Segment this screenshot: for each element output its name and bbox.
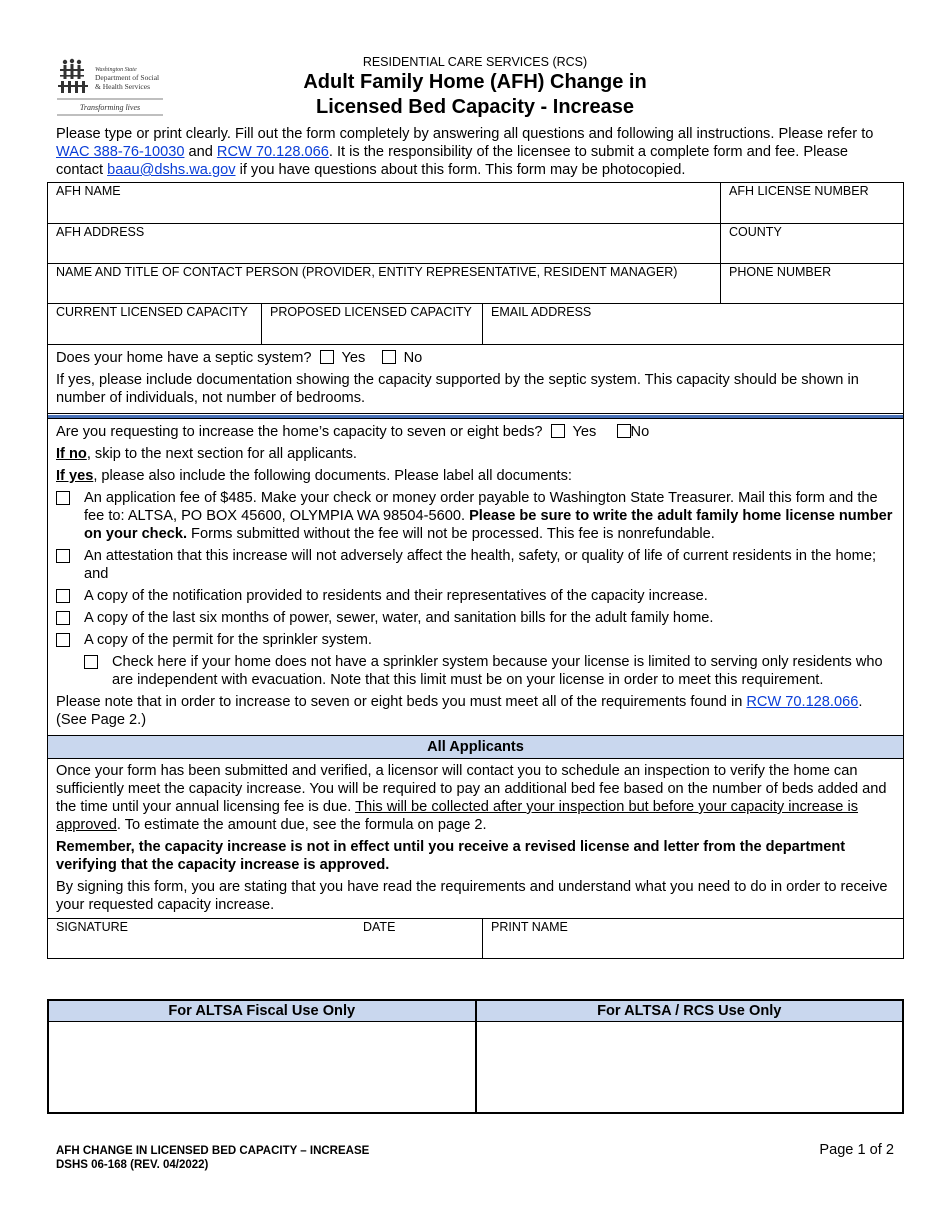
intro-text: and [184,144,217,160]
inspection-paragraph [56,762,895,834]
svg-text:& Health Services: & Health Services [95,82,150,91]
requirements-note [56,693,895,729]
increase-question: Are you requesting to increase the home’s capacity to seven or eight beds? [56,424,543,440]
intro-text: . It is the responsibility of the licensee to submit a complete form and fee. Please contact [56,144,849,178]
footer-form-id [56,1144,369,1172]
septic-question-line [56,349,895,367]
afh-address-label: AFH ADDRESS [56,225,145,239]
septic-question: Does your home have a septic system? [56,350,312,366]
print-name-field[interactable] [483,919,903,958]
row-afh-address [48,224,903,264]
afh-license-field[interactable] [721,183,903,223]
wac-link[interactable]: WAC 388-76-10030 [56,144,185,160]
increase-section [48,419,903,735]
signing-paragraph: By signing this form, you are stating that you have read the requirements and understand what you need to do in order to receive your requested capacity increase. [56,879,888,913]
rcs-use-area [477,1022,903,1112]
signature-label: SIGNATURE [56,920,128,934]
afh-name-field[interactable] [48,183,721,223]
bills-checkbox[interactable] [56,611,70,625]
septic-yes-checkbox[interactable] [320,350,334,364]
svg-text:Department of Social: Department of Social [95,73,160,82]
proposed-capacity-field[interactable] [262,304,483,344]
svg-text:Washington State: Washington State [95,67,137,73]
print-name-label: PRINT NAME [491,920,568,934]
page-number: Page 1 of 2 [819,1142,894,1158]
inspection-text-b: . To estimate the amount due, see the formula on page 2. [116,817,487,833]
signature-field[interactable] [48,919,483,958]
no-sprinkler-text: Check here if your home does not have a sprinkler system because your license is limited to serving only residents who are independent with evacuation. Note that this limit must be on your license in order to meet this requirement. [112,654,883,688]
application-form [47,182,904,959]
contact-field[interactable] [48,264,721,303]
fee-text-c: Forms submitted without the fee will not be processed. This fee is nonrefundable. [187,526,715,542]
increase-question-line [56,423,895,441]
if-no-text: , skip to the next section for all applicants. [86,446,357,462]
form-subtitle: RESIDENTIAL CARE SERVICES (RCS) [362,55,588,69]
svg-text:Transforming lives: Transforming lives [79,103,141,112]
checklist-item-bills [56,609,895,627]
increase-yes-label: Yes [572,424,597,440]
county-label: COUNTY [729,225,782,239]
current-capacity-field[interactable] [48,304,262,344]
phone-label: PHONE NUMBER [729,265,832,279]
checklist-item-sprinkler [56,631,895,649]
fee-text-b: Please be sure to write the adult family home license number on your check. [84,508,893,542]
all-applicants-heading: All Applicants [48,735,903,759]
footer-form-number: DSHS 06-168 (REV. 04/2022) [56,1159,209,1171]
title-line-2: Licensed Bed Capacity - Increase [316,96,634,118]
septic-no-label: No [403,350,423,366]
all-applicants-section [48,759,903,918]
inspection-text-a: Once your form has been submitted and verified, a licensor will contact you to schedule an inspection to verify the home can sufficiently meet the capacity increase. You will be required to pay an additional bed fee based on the number of beds added and the time until your annual licensing fee is due. [56,763,887,815]
if-no-label: If no [56,446,87,462]
title-line-1: Adult Family Home (AFH) Change in [303,71,647,93]
email-field[interactable] [483,304,903,344]
fee-checkbox[interactable] [56,491,70,505]
checklist-item-fee [56,489,895,543]
email-label: EMAIL ADDRESS [491,305,592,319]
sprinkler-checkbox[interactable] [56,633,70,647]
rcs-use-column [477,1001,903,1112]
checklist-item-attestation [56,547,895,583]
checklist-item-no-sprinkler [56,653,895,689]
septic-no-checkbox[interactable] [382,350,396,364]
rcw-link-note[interactable]: RCW 70.128.066 [746,694,859,710]
row-afh-name [48,183,903,224]
septic-note: If yes, please include documentation showing the capacity supported by the septic system. This capacity should be shown in number of individuals, not number of bedrooms. [56,372,859,406]
afh-license-label: AFH LICENSE NUMBER [729,184,869,198]
if-yes-label: If yes [56,468,94,484]
email-link[interactable]: baau@dshs.wa.gov [107,162,236,178]
septic-yes-label: Yes [341,350,366,366]
rcw-link[interactable]: RCW 70.128.066 [216,144,329,160]
fiscal-use-column [49,1001,477,1112]
intro-text: if you have questions about this form. This form may be photocopied. [235,162,686,178]
afh-address-field[interactable] [48,224,721,263]
fee-text-a: An application fee of $485. Make your check or money order payable to Washington State Treasurer. Mail this form and the fee to: ALTSA, PO BOX 45600, OLYMPIA WA 98504-5600. [84,490,878,524]
increase-yes-checkbox[interactable] [551,424,565,438]
fiscal-use-area [49,1022,475,1112]
rcs-use-heading: For ALTSA / RCS Use Only [477,1001,903,1022]
date-label: DATE [363,920,396,934]
no-sprinkler-checkbox[interactable] [84,655,98,669]
attestation-text: An attestation that this increase will not adversely affect the health, safety, or quality of life of current residents in the home; and [84,548,877,582]
checklist-item-notification [56,587,895,605]
notification-text: A copy of the notification provided to residents and their representatives of the capacity increase. [84,588,708,604]
sprinkler-text: A copy of the permit for the sprinkler system. [84,632,372,648]
current-capacity-label: CURRENT LICENSED CAPACITY [56,305,248,319]
fee-text [84,489,895,543]
inspection-text-underlined: This will be collected after your inspection but before your capacity increase is approved [56,799,859,833]
if-no-instruction [56,445,895,463]
afh-name-label: AFH NAME [56,184,121,198]
phone-field[interactable] [721,264,903,303]
notification-checkbox[interactable] [56,589,70,603]
row-signature [48,918,903,958]
note-text-a: Please note that in order to increase to seven or eight beds you must meet all of the requirements found in [56,694,747,710]
row-capacity [48,304,903,345]
note-text-b: . (See Page 2.) [56,694,863,728]
office-use-box [47,999,904,1114]
intro-paragraph [56,125,896,179]
footer-title: AFH CHANGE IN LICENSED BED CAPACITY – INCREASE [56,1145,370,1157]
remember-paragraph: Remember, the capacity increase is not in effect until you receive a revised license and letter from the department verifying that the capacity increase is approved. [56,839,846,873]
if-yes-text: , please also include the following documents. Please label all documents: [93,468,572,484]
contact-label: NAME AND TITLE OF CONTACT PERSON (PROVIDER, ENTITY REPRESENTATIVE, RESIDENT MANAGER) [56,265,678,279]
increase-no-checkbox[interactable] [617,424,631,438]
increase-no-label: No [630,424,650,440]
intro-text: Please type or print clearly. Fill out the form completely by answering all questions and following all instructions. Please refer to [56,126,874,142]
if-yes-instruction [56,467,895,485]
county-field[interactable] [721,224,903,263]
fiscal-use-heading: For ALTSA Fiscal Use Only [49,1001,475,1022]
proposed-capacity-label: PROPOSED LICENSED CAPACITY [270,305,472,319]
septic-section [48,345,903,413]
form-title [0,70,950,120]
attestation-checkbox[interactable] [56,549,70,563]
row-contact [48,264,903,304]
bills-text: A copy of the last six months of power, sewer, water, and sanitation bills for the adult family home. [84,610,714,626]
